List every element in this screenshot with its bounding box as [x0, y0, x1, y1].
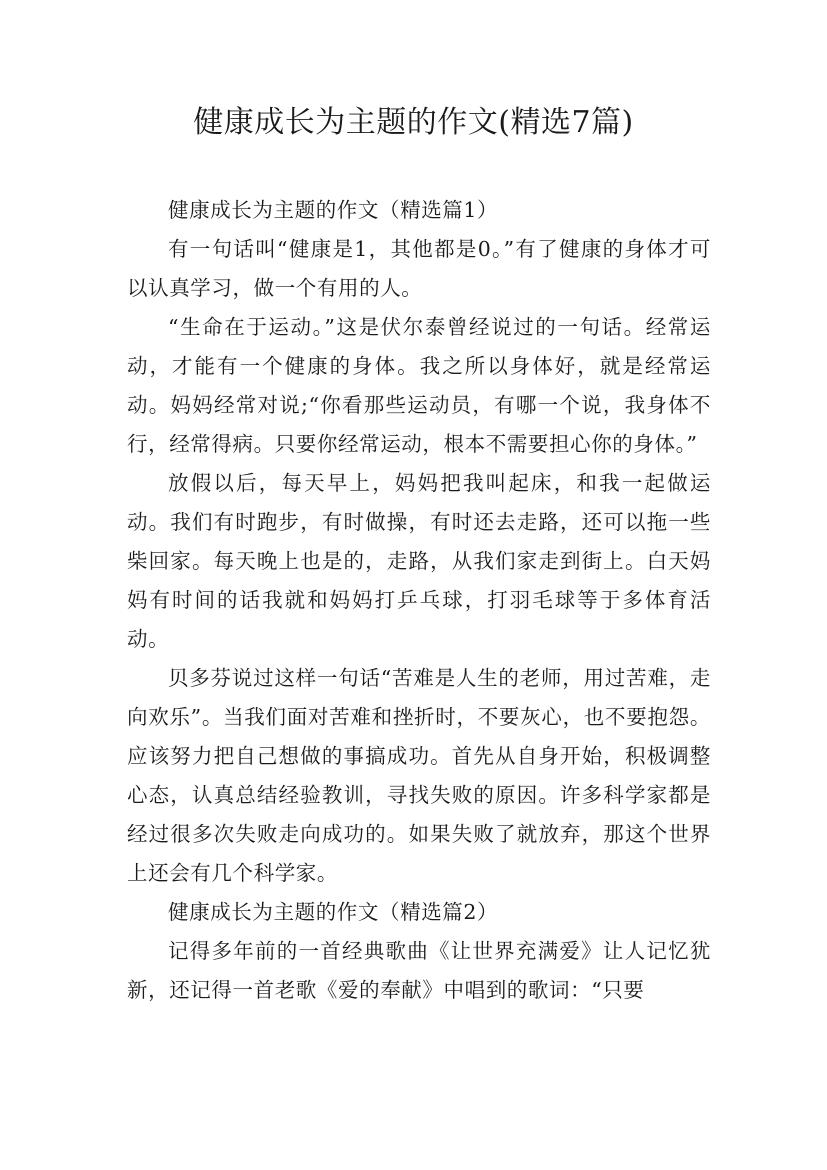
paragraph: 记得多年前的一首经典歌曲《让世界充满爱》让人记忆犹新，还记得一首老歌《爱的奉献》中唱到的歌词：“只要: [127, 939, 711, 1002]
section-heading-1: 健康成长为主题的作文（精选篇1）: [168, 198, 499, 222]
document-title: 健康成长为主题的作文(精选7篇): [193, 105, 634, 140]
section-heading-2: 健康成长为主题的作文（精选篇2）: [168, 900, 499, 924]
document-body: [127, 191, 711, 1010]
paragraph: 放假以后，每天早上，妈妈把我叫起床，和我一起做运动。我们有时跑步，有时做操，有时还去走路，还可以拖一些柴回家。每天晚上也是的，走路，从我们家走到街上。白天妈妈有时间的话我就和妈妈打乒乓球，打羽毛球等于多体育活动。: [127, 471, 711, 651]
paragraph: “生命在于运动。”这是伏尔泰曾经说过的一句话。经常运动，才能有一个健康的身体。我之所以身体好，就是经常运动。妈妈经常对说;“你看那些运动员，有哪一个说，我身体不行，经常得病。只要你经常运动，根本不需要担心你的身体。”: [127, 315, 711, 456]
paragraph: 贝多芬说过这样一句话“苦难是人生的老师，用过苦难，走向欢乐”。当我们面对苦难和挫折时，不要灰心，也不要抱怨。应该努力把自己想做的事搞成功。首先从自身开始，积极调整心态，认真总结经验教训，寻找失败的原因。许多科学家都是经过很多次失败走向成功的。如果失败了就放弃，那这个世界上还会有几个科学家。: [127, 666, 711, 885]
paragraph: 有一句话叫“健康是1，其他都是0。”有了健康的身体才可以认真学习，做一个有用的人。: [127, 237, 711, 300]
